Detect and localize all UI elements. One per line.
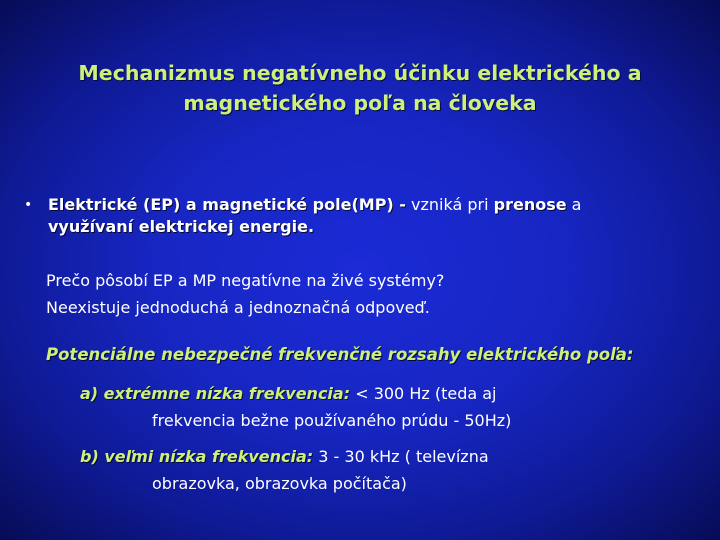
frequency-item-label: b) veľmi nízka frekvencia:: [80, 447, 314, 466]
frequency-ranges-heading: Potenciálne nebezpečné frekvenčné rozsahy elektrického poľa:: [46, 345, 634, 364]
slide-title-line-2: magnetického poľa na človeka: [183, 91, 537, 115]
frequency-item-continuation: obrazovka, obrazovka počítača): [152, 474, 407, 493]
bullet-plain-text: vzniká pri: [405, 195, 494, 214]
frequency-item-value: < 300 Hz (teda aj: [350, 384, 497, 403]
bullet-emphasis-fields: Elektrické (EP) a magnetické pole(MP) -: [48, 195, 406, 214]
question-line-2: Neexistuje jednoduchá a jednoznačná odpoveď.: [46, 298, 430, 317]
frequency-item-value: 3 - 30 kHz ( televízna: [313, 447, 489, 466]
bullet-emphasis-usage: využívaní elektrickej energie.: [48, 217, 315, 236]
slide-title: [20, 58, 700, 118]
question-line-1: Prečo pôsobí EP a MP negatívne na živé systémy?: [46, 271, 445, 290]
frequency-item-extremely-low: [80, 380, 511, 434]
bullet-plain-conjunction: a: [566, 195, 582, 214]
question-paragraph: [46, 267, 444, 321]
frequency-item-continuation: frekvencia bežne používaného prúdu - 50Hz): [152, 411, 512, 430]
bullet-marker: •: [24, 197, 33, 213]
frequency-item-very-low: [80, 443, 489, 497]
slide-title-line-1: Mechanizmus negatívneho účinku elektrického a: [78, 61, 642, 85]
bullet-emphasis-transmission: prenose: [493, 195, 567, 214]
bullet-text: [48, 194, 704, 238]
bullet-item: [24, 194, 704, 238]
frequency-item-label: a) extrémne nízka frekvencia:: [80, 384, 351, 403]
